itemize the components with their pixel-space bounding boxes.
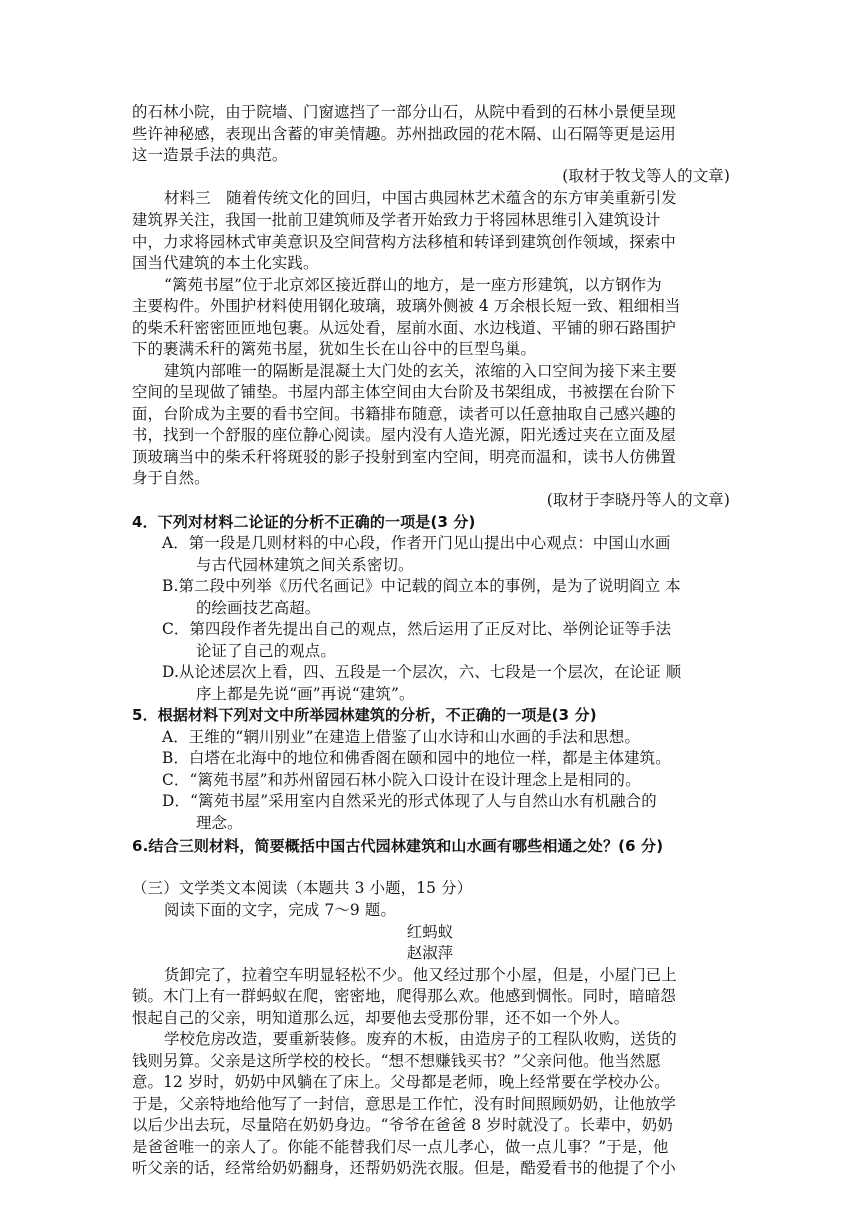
q4-option-d: D.从论述层次上看，四、五段是一个层次，六、七段是一个层次，在论证 顺 [162, 663, 682, 681]
text-line: 中，力求将园林式审美意识及空间营构方法移植和转译到建筑创作领域，探索中 [132, 233, 676, 251]
q5-option-d-cont: 理念。 [196, 814, 243, 832]
q5-option-b: B．白塔在北海中的地位和佛香阁在颐和园中的地位一样，都是主体建筑。 [162, 749, 671, 767]
text-line: 货卸完了，拉着空车明显轻松不少。他又经过那个小屋，但是，小屋门已上 [164, 966, 677, 984]
section-header: （三）文学类文本阅读（本题共 3 小题，15 分） [132, 879, 473, 897]
text-line: 的石林小院，由于院墙、门窗遮挡了一部分山石，从院中看到的石林小景便呈现 [132, 103, 676, 121]
text-line: 学校危房改造，要重新装修。废弃的木板，由造房子的工程队收购，送货的 [164, 1030, 677, 1048]
text-line: 国当代建筑的本土化实践。 [132, 254, 319, 272]
q5-option-c: C．“篱苑书屋”和苏州留园石林小院入口设计在设计理念上是相同的。 [162, 771, 641, 789]
text-line: 面，台阶成为主要的看书空间。书籍排布随意，读者可以任意抽取自己感兴趣的 [132, 405, 676, 423]
text-line: 下的裹满禾秆的篱苑书屋，犹如生长在山谷中的巨型鸟巢。 [132, 340, 537, 358]
story-title: 红蚂蚁 [406, 923, 454, 941]
q5-option-d: D．“篱苑书屋”采用室内自然采光的形式体现了人与自然山水有机融合的 [162, 792, 657, 810]
text-line: 以后少出去玩，尽量陪在奶奶身边。“爷爷在爸爸 8 岁时就没了。长辈中，奶奶 [132, 1116, 673, 1134]
text-line: “篱苑书屋”位于北京郊区接近群山的地方，是一座方形建筑，以方钢作为 [164, 276, 662, 294]
text-line: 于是，父亲特地给他写了一封信，意思是工作忙，没有时间照顾奶奶，让他放学 [132, 1095, 676, 1113]
text-line: 顶玻璃当中的柴禾秆将斑驳的影子投射到室内空间，明亮而温和，读书人仿佛置 [132, 448, 676, 466]
q4-option-a-cont: 与古代园林建筑之间关系密切。 [196, 556, 414, 574]
q4-option-a: A．第一段是几则材料的中心段，作者开门见山提出中心观点：中国山水画 [162, 534, 671, 552]
question-5-stem: 5．根据材料下列对文中所举园林建筑的分析，不正确的一项是(3 分) [132, 706, 597, 724]
text-line: 锁。木门上有一群蚂蚁在爬，密密地，爬得那么欢。他感到惆怅。同时，暗暗怨 [132, 987, 676, 1005]
text-line: 书，找到一个舒服的座位静心阅读。屋内没有人造光源，阳光透过夹在立面及屋 [132, 426, 676, 444]
story-author: 赵淑萍 [406, 944, 454, 962]
text-line: 恨起自己的父亲，明知道那么远，却要他去受那份罪，还不如一个外人。 [132, 1009, 630, 1027]
text-line: 这一造景手法的典范。 [132, 146, 288, 164]
text-line: 建筑界关注，我国一批前卫建筑师及学者开始致力于将园林思维引入建筑设计 [132, 211, 661, 229]
q4-option-c-cont: 论证了自己的观点。 [196, 642, 336, 660]
text-line: 意。12 岁时，奶奶中风躺在了床上。父母都是老师，晚上经常要在学校办公。 [132, 1073, 670, 1091]
text-line: 听父亲的话，经常给奶奶翻身，还帮奶奶洗衣服。但是，酷爱看书的他提了个小 [132, 1159, 676, 1177]
text-line: 材料三 随着传统文化的回归，中国古典园林艺术蕴含的东方审美重新引发 [164, 189, 677, 207]
question-4-stem: 4．下列对材料二论证的分析不正确的一项是(3 分) [132, 513, 476, 531]
text-line: 的柴禾秆密密匝匝地包裹。从远处看，屋前水面、水边栈道、平铺的卵石路围护 [132, 319, 676, 337]
q4-option-c: C．第四段作者先提出自己的观点，然后运用了正反对比、举例论证等手法 [162, 620, 672, 638]
text-line: 空间的呈现做了铺垫。书屋内部主体空间由大台阶及书架组成，书被摆在台阶下 [132, 383, 676, 401]
text-line: 钱则另算。父亲是这所学校的校长。“想不想赚钱买书？”父亲问他。他当然愿 [132, 1052, 661, 1070]
source-citation: (取材于李晓丹等人的文章) [546, 491, 730, 509]
q4-option-b: B.第二段中列举《历代名画记》中记载的阎立本的事例，是为了说明阎立 本 [162, 577, 681, 595]
text-line: 是爸爸唯一的亲人了。你能不能替我们尽一点儿孝心，做一点儿事？”于是，他 [132, 1138, 669, 1156]
q4-option-d-cont: 序上都是先说“画”再说“建筑”。 [196, 685, 415, 703]
text-line: 些许神秘感，表现出含蓄的审美情趣。苏州拙政园的花木隔、山石隔等更是运用 [132, 125, 676, 143]
question-6: 6.结合三则材料，简要概括中国古代园林建筑和山水画有哪些相通之处？(6 分) [132, 837, 664, 855]
text-line: 建筑内部唯一的隔断是混凝土大门处的玄关，浓缩的入口空间为接下来主要 [164, 362, 677, 380]
q4-option-b-cont: 的绘画技艺高超。 [196, 599, 321, 617]
q5-option-a: A．王维的“辋川别业”在建造上借鉴了山水诗和山水画的手法和思想。 [162, 728, 640, 746]
source-citation: (取材于牧戈等人的文章) [562, 167, 730, 185]
text-line: 主要构件。外围护材料使用钢化玻璃，玻璃外侧被 4 万余根长短一致、粗细相当 [132, 297, 681, 315]
text-line: 身于自然。 [132, 469, 210, 487]
section-instruction: 阅读下面的文字，完成 7～9 题。 [164, 901, 396, 919]
